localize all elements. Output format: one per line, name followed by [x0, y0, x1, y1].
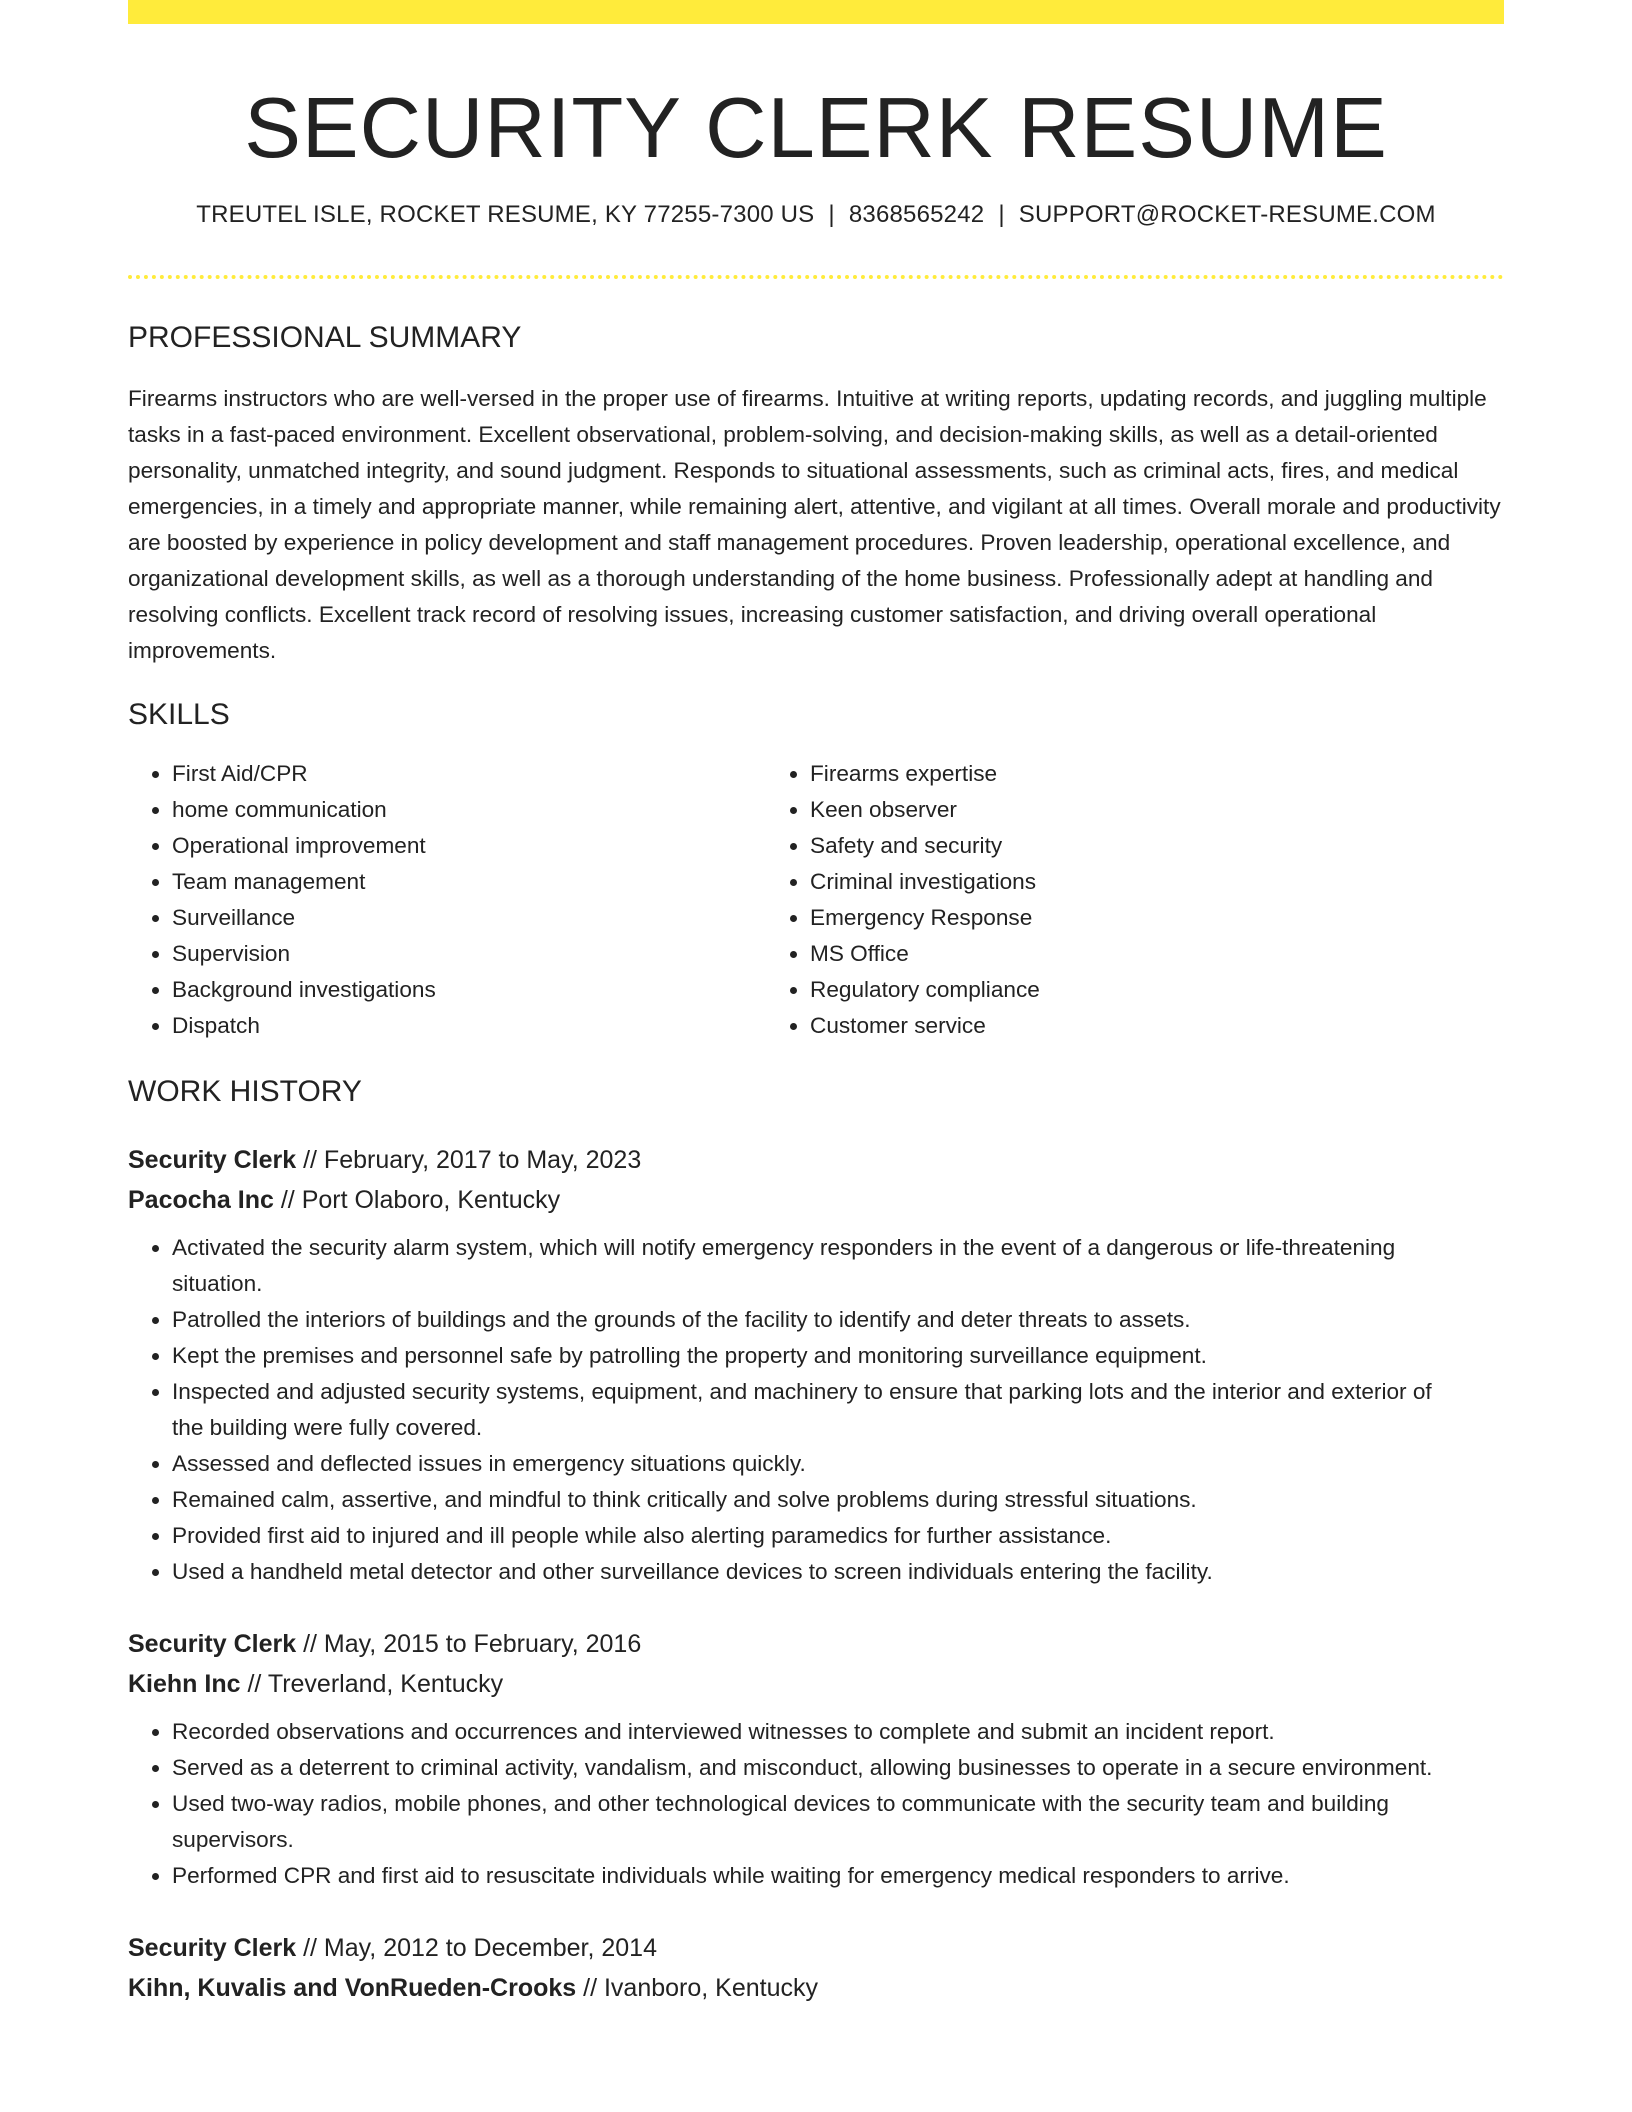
skill-item: • Safety and security: [810, 828, 1504, 864]
skills-heading: SKILLS: [128, 698, 230, 731]
job-dates: // May, 2012 to December, 2014: [296, 1934, 657, 1962]
job-title-line: [128, 1928, 1504, 1968]
dotted-divider: [128, 275, 1504, 279]
skills-column-left: [128, 756, 762, 1044]
job-company-line: [128, 1664, 1504, 1704]
skill-item: • Emergency Response: [810, 900, 1504, 936]
job-title-line: [128, 1624, 1504, 1664]
skill-item: • Supervision: [172, 936, 762, 972]
job-bullet: • Inspected and adjusted security systems, equipment, and machinery to ensure that parking lots and the interior and exterior of the building were fully covered.: [172, 1374, 1504, 1446]
summary-text: Firearms instructors who are well-versed in the proper use of firearms. Intuitive at writing reports, updating records, and juggling multiple tasks in a fast-paced environment. Excellent observational, problem-solving, and decision-making skills, as well as a detail-oriented personality, unmatched integrity, and sound judgment. Responds to situational assessments, such as criminal acts, fires, and medical emergencies, in a timely and appropriate manner, while remaining alert, attentive, and vigilant at all times. Overall morale and productivity are boosted by experience in policy development and staff management procedures. Proven leadership, operational excellence, and organizational development skills, as well as a thorough understanding of the home business. Professionally adept at handling and resolving conflicts. Excellent track record of resolving issues, increasing customer satisfaction, and driving overall operational improvements.: [128, 386, 1501, 663]
job-location: // Port Olaboro, Kentucky: [273, 1186, 561, 1214]
job-bullet: • Activated the security alarm system, which will notify emergency responders in the event of a dangerous or life-threatening situation.: [172, 1230, 1504, 1302]
skill-item: • MS Office: [810, 936, 1504, 972]
skill-item: • Team management: [172, 864, 762, 900]
contact-separator: |: [998, 201, 1005, 228]
contact-email: SUPPORT@ROCKET-RESUME.COM: [1018, 201, 1436, 228]
job-bullet: • Served as a deterrent to criminal activity, vandalism, and misconduct, allowing businesses to operate in a secure environment.: [172, 1750, 1504, 1786]
job-bullet: • Kept the premises and personnel safe by patrolling the property and monitoring surveillance equipment.: [172, 1338, 1504, 1374]
skill-item: • Dispatch: [172, 1008, 762, 1044]
skill-item: • First Aid/CPR: [172, 756, 762, 792]
job-entry: [128, 1928, 1504, 2008]
skill-item: • Background investigations: [172, 972, 762, 1008]
contact-address: TREUTEL ISLE, ROCKET RESUME, KY 77255-7300 US: [196, 201, 815, 228]
skill-item: • Operational improvement: [172, 828, 762, 864]
job-location: // Treverland, Kentucky: [240, 1670, 504, 1698]
job-title: Security Clerk: [128, 1146, 297, 1174]
job-dates: // May, 2015 to February, 2016: [296, 1630, 642, 1658]
skill-item: • Firearms expertise: [810, 756, 1504, 792]
job-company: Pacocha Inc: [128, 1186, 274, 1214]
job-entry: [128, 1140, 1504, 1590]
contact-phone: 8368565242: [848, 201, 985, 228]
job-company: Kiehn Inc: [128, 1670, 241, 1698]
skill-item: • Keen observer: [810, 792, 1504, 828]
skill-item: • Criminal investigations: [810, 864, 1504, 900]
job-title: Security Clerk: [128, 1630, 297, 1658]
job-bullet: • Patrolled the interiors of buildings and the grounds of the facility to identify and deter threats to assets.: [172, 1302, 1504, 1338]
job-company: Kihn, Kuvalis and VonRueden-Crooks: [128, 1974, 577, 2002]
contact-line: [128, 200, 1504, 230]
job-bullet: • Performed CPR and first aid to resuscitate individuals while waiting for emergency medical responders to arrive.: [172, 1858, 1504, 1894]
job-title: Security Clerk: [128, 1934, 297, 1962]
skill-item: • home communication: [172, 792, 762, 828]
accent-bar: [128, 0, 1504, 24]
job-location: // Ivanboro, Kentucky: [576, 1974, 818, 2002]
work-history-heading: WORK HISTORY: [128, 1075, 362, 1108]
resume-page: [128, 0, 1504, 2008]
skill-item: • Regulatory compliance: [810, 972, 1504, 1008]
job-bullets: [128, 1714, 1504, 1894]
job-bullet: • Used two-way radios, mobile phones, and other technological devices to communicate with the security team and building supervisors.: [172, 1786, 1504, 1858]
resume-title: SECURITY CLERK RESUME: [244, 81, 1388, 176]
job-bullet: • Used a handheld metal detector and other surveillance devices to screen individuals entering the facility.: [172, 1554, 1504, 1590]
job-dates: // February, 2017 to May, 2023: [296, 1146, 642, 1174]
job-bullet: • Recorded observations and occurrences and interviewed witnesses to complete and submit an incident report.: [172, 1714, 1504, 1750]
job-entry: [128, 1624, 1504, 1894]
job-bullets: [128, 1230, 1504, 1590]
job-bullet: • Provided first aid to injured and ill people while also alerting paramedics for further assistance.: [172, 1518, 1504, 1554]
contact-separator: |: [828, 201, 835, 228]
skills-list: [128, 756, 1504, 1044]
job-company-line: [128, 1968, 1504, 2008]
skill-item: • Customer service: [810, 1008, 1504, 1044]
skill-item: • Surveillance: [172, 900, 762, 936]
job-company-line: [128, 1180, 1504, 1220]
job-bullet: • Remained calm, assertive, and mindful to think critically and solve problems during stressful situations.: [172, 1482, 1504, 1518]
summary-heading: PROFESSIONAL SUMMARY: [128, 321, 522, 354]
skills-column-right: [762, 756, 1504, 1044]
job-title-line: [128, 1140, 1504, 1180]
job-bullet: • Assessed and deflected issues in emergency situations quickly.: [172, 1446, 1504, 1482]
